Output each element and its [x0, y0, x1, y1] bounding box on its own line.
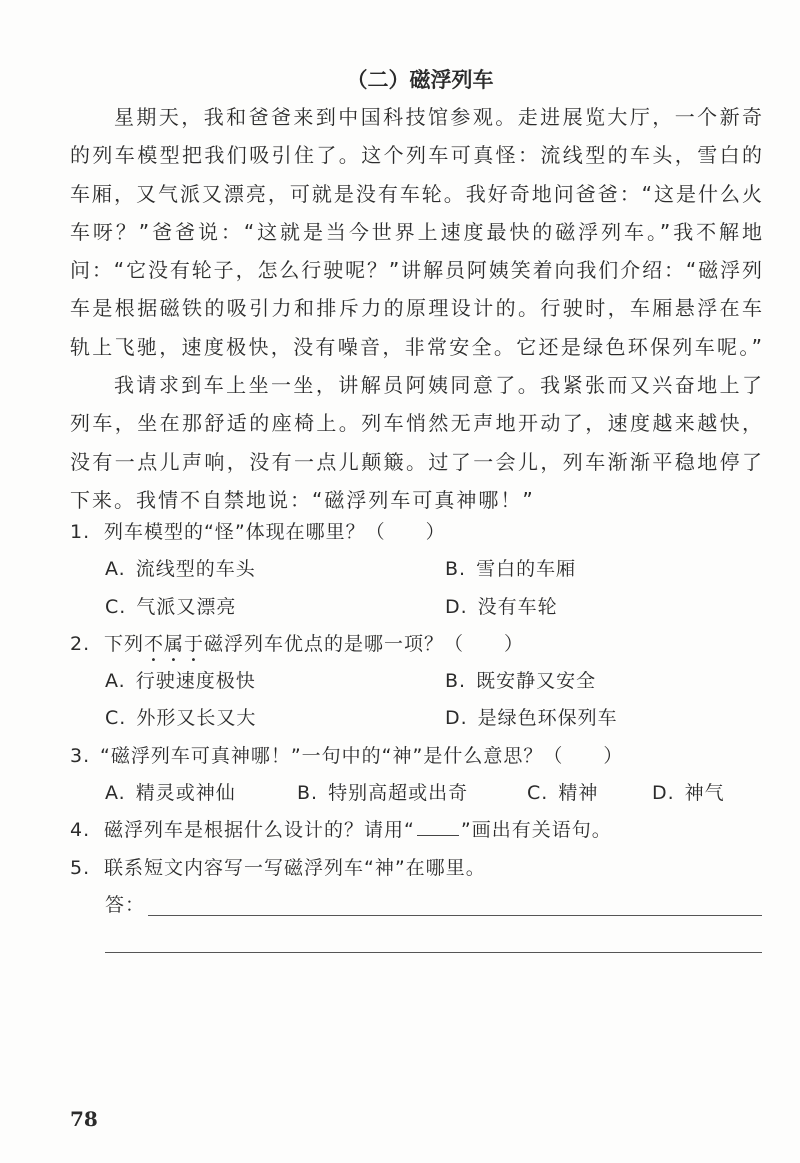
answer-row: [70, 924, 762, 961]
options-row: [70, 700, 762, 737]
option-letter: B.: [297, 782, 319, 805]
option-c: [527, 775, 598, 812]
emphasized-text: 不属于: [144, 632, 205, 655]
option-text: 没有车轮: [477, 595, 558, 618]
question-stem: [104, 626, 524, 666]
question-3: [70, 738, 762, 775]
paragraph-2: [70, 366, 762, 519]
option-text: 气派又漂亮: [136, 595, 237, 618]
option-letter: D.: [445, 707, 468, 730]
option-b: [445, 663, 596, 700]
option-text: 外形又长又大: [136, 707, 257, 730]
paragraph-1: [70, 98, 762, 366]
option-text: 流线型的车头: [135, 558, 256, 581]
option-text: 既安静又安全: [476, 670, 597, 693]
option-letter: B.: [445, 558, 467, 581]
option-a: [105, 663, 256, 700]
answer-row: [70, 887, 762, 924]
question-number: 4.: [70, 819, 91, 842]
option-c: [105, 700, 256, 737]
option-d: [445, 700, 618, 737]
passage-line: 轨上飞驰，速度极快，没有噪音，非常安全。它还是绿色环保列车呢。”: [70, 334, 762, 359]
question-4: [70, 812, 762, 849]
passage-line: 列车，坐在那舒适的座椅上。列车悄然无声地开动了，速度越来越快，: [70, 411, 762, 436]
option-b: [445, 551, 576, 588]
option-text: 精神: [558, 782, 599, 805]
question-2: [70, 626, 762, 663]
passage-line: 没有一点儿声响，没有一点儿颠簸。过了一会儿，列车渐渐平稳地停了: [70, 449, 762, 474]
stem-text: 下列: [104, 632, 145, 655]
question-number: 5.: [70, 856, 91, 879]
option-text: 神气: [684, 782, 725, 805]
question-number: 2.: [70, 632, 91, 655]
option-text: 特别高超或出奇: [328, 782, 469, 805]
option-letter: D.: [445, 595, 468, 618]
question-5: [70, 850, 762, 887]
options-row: [70, 589, 762, 626]
question-number: 1.: [70, 521, 91, 543]
stem-text: ”画出有关语句。: [460, 819, 612, 842]
option-a: [105, 775, 236, 812]
question-stem: 联系短文内容写一写磁浮列车“神”在哪里。: [104, 856, 486, 879]
question-number: 3.: [70, 744, 91, 767]
option-letter: C.: [527, 782, 549, 805]
passage-line: 我请求到车上坐一坐，讲解员阿姨同意了。我紧张而又兴奋地上了: [114, 373, 762, 398]
question-stem: [104, 812, 612, 849]
passage-title: （二）磁浮列车: [346, 68, 494, 92]
page-number: 78: [70, 1107, 98, 1131]
answer-label: 答：: [105, 893, 146, 916]
question-section: [70, 514, 762, 962]
option-text: 精灵或神仙: [135, 782, 236, 805]
passage-line: 问：“它没有轮子，怎么行驶呢？”讲解员阿姨笑着向我们介绍：“磁浮列: [70, 258, 762, 283]
passage-line: 的列车模型把我们吸引住了。这个列车可真怪：流线型的车头，雪白的: [70, 143, 762, 168]
option-letter: B.: [445, 670, 467, 693]
passage-line: 车呀？”爸爸说：“这就是当今世界上速度最快的磁浮列车。”我不解地: [70, 219, 762, 244]
option-d: [445, 589, 558, 626]
passage-line: 车是根据磁铁的吸引力和排斥力的原理设计的。行驶时，车厢悬浮在车: [70, 296, 762, 321]
question-stem: 列车模型的“怪”体现在哪里？（ ）: [104, 521, 446, 543]
option-text: 是绿色环保列车: [477, 707, 618, 730]
option-c: [105, 589, 236, 626]
option-letter: C.: [105, 595, 127, 618]
option-letter: A.: [105, 782, 126, 805]
option-text: 雪白的车厢: [476, 558, 577, 581]
option-a: [105, 551, 256, 588]
question-1: [70, 514, 762, 551]
options-row: [70, 551, 762, 588]
option-letter: A.: [105, 558, 126, 581]
passage-line: 车厢，又气派又漂亮，可就是没有车轮。我好奇地问爸爸：“这是什么火: [70, 181, 762, 206]
passage: [70, 98, 762, 519]
answer-line-2: [105, 952, 762, 953]
underline-sample: [417, 820, 459, 836]
stem-text: 磁浮列车优点的是哪一项？（ ）: [204, 632, 525, 655]
stem-text: 磁浮列车是根据什么设计的？请用“: [104, 819, 415, 842]
answer-line-1: [148, 915, 762, 916]
option-letter: C.: [105, 707, 127, 730]
options-row: [70, 663, 762, 700]
option-d: [652, 775, 725, 812]
option-letter: A.: [105, 670, 126, 693]
option-letter: D.: [652, 782, 675, 805]
options-row: [70, 775, 762, 812]
option-text: 行驶速度极快: [135, 670, 256, 693]
question-stem: “磁浮列车可真神哪！”一句中的“神”是什么意思？（ ）: [100, 744, 624, 767]
option-b: [297, 775, 468, 812]
passage-line: 星期天，我和爸爸来到中国科技馆参观。走进展览大厅，一个新奇: [114, 105, 762, 129]
passage-line: 下来。我情不自禁地说：“磁浮列车可真神哪！”: [70, 487, 535, 512]
